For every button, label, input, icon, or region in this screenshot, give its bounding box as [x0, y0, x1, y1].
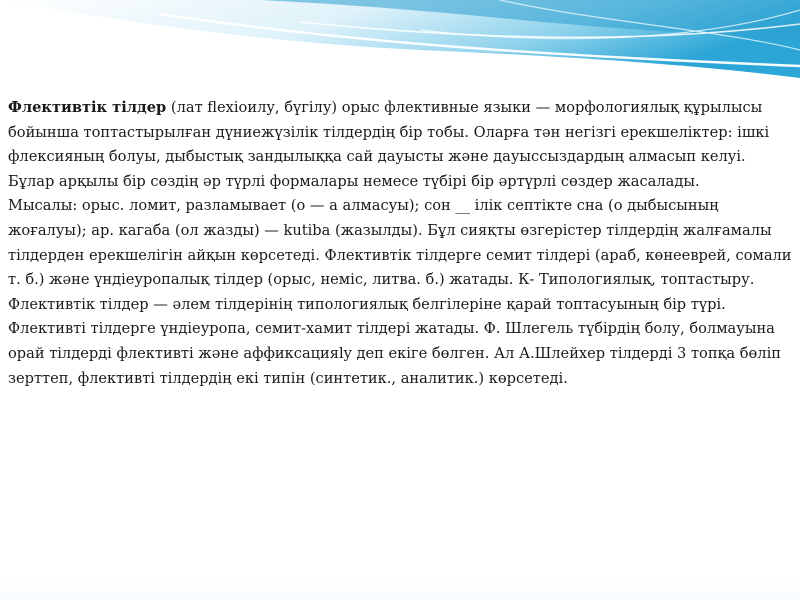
paragraph-definition — [8, 96, 794, 194]
term-heading: Флективтік тілдер — [8, 99, 167, 116]
paragraph-definition-text: (лат flexioилу, бүгілу) орыс флективные языки — морфологиялық құрылысы бойынша топтастырылған дүниежүзілік тілдердің бір тобы. Оларға тән негізгі ерекшеліктер: ішкі флексияның болуы, дыбыстық зандылыққа сай дауысты және дауыссыздардың алмасып келуі. Бұлар арқылы бір сөздің әр түрлі формалары немесе түбірі бір әртүрлі сөздер жасалады. — [8, 99, 770, 190]
bottom-band — [0, 575, 800, 600]
slide-body-text — [8, 96, 794, 391]
paragraph-examples: Мысалы: орыс. ломит, разламывает (о — а алмасуы); сон __ ілік септікте сна (о дыбысының жоғалуы); ар. кагаба (ол жазды) — kutiba (жазылды). Бұл сияқты өзгерістер тілдердің жалғамалы тілдерден ерекшелігін айқын көрсетеді. Флективтік тілдерге семит тілдері (араб, көнееврей, сомали т. б.) және үндіеуропалық тілдер (орыс, неміс, литва. б.) жатады. К- Типологиялық, топтастыру. — [8, 197, 792, 289]
paragraph-typology: Флективтік тілдер — әлем тілдерінің типологиялық белгілеріне қарай топтасуының бір түрі. Флективті тілдерге үндіеуропа, семит-хамит тілдері жатады. Ф. Шлегель түбірдің болу, болмауына орай тілдерді флективті және аффиксацияly деп екіге бөлген. Ал А.Шлейхер тілдерді 3 топқа бөліп зерттеп, флективті тілдердің екі типін (синтетик., аналитик.) көрсетеді. — [8, 295, 781, 387]
